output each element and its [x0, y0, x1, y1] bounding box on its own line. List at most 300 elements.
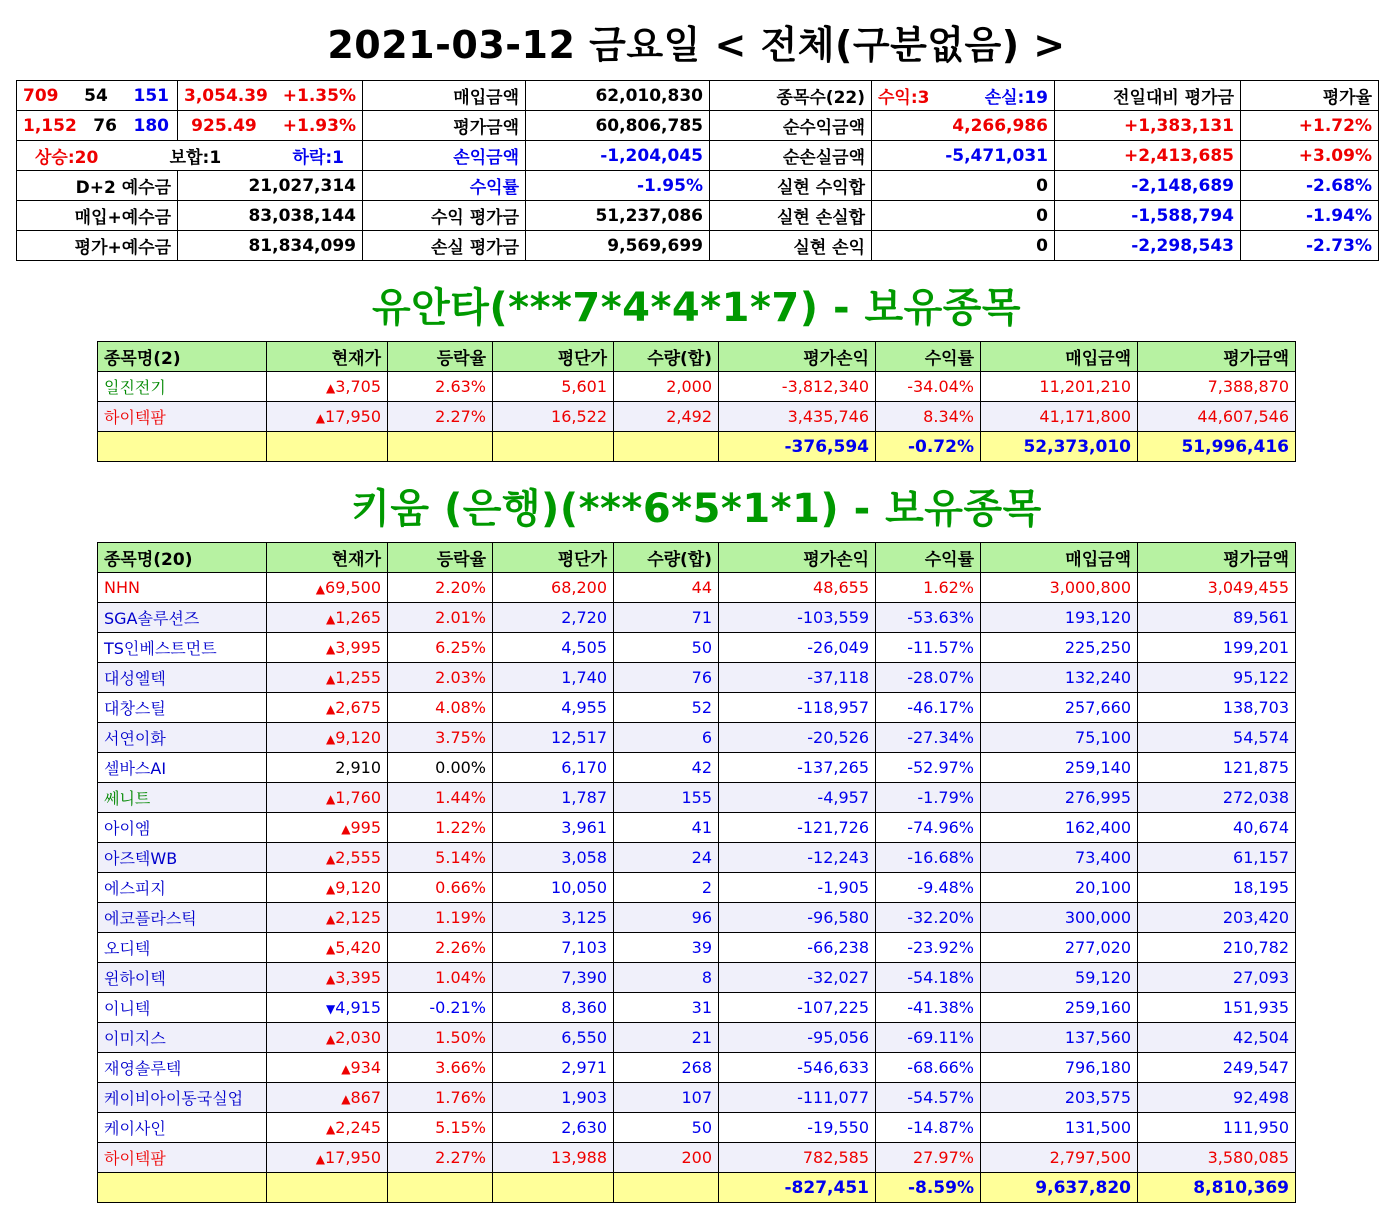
stock-name[interactable]: 에코플라스틱: [98, 903, 267, 933]
profit-loss: -12,243: [719, 843, 876, 873]
evaluation-amount: 121,875: [1138, 753, 1296, 783]
evaluation-amount: 7,388,870: [1138, 372, 1296, 402]
purchase-amount: 75,100: [981, 723, 1138, 753]
stock-name[interactable]: 케이사인: [98, 1113, 267, 1143]
loss-count: 손실:19: [984, 88, 1048, 108]
column-header[interactable]: 수량(합): [614, 342, 719, 372]
current-price-value: 867: [350, 1088, 381, 1107]
column-header[interactable]: 평가손익: [719, 543, 876, 573]
stock-name[interactable]: 아이엠: [98, 813, 267, 843]
average-price: 3,058: [493, 843, 614, 873]
evaluation-amount: 27,093: [1138, 963, 1296, 993]
purchase-amount: 257,660: [981, 693, 1138, 723]
profit-loss: -118,957: [719, 693, 876, 723]
summary-value: -2,298,543: [1055, 231, 1241, 261]
quantity: 2,000: [614, 372, 719, 402]
current-price: [267, 1113, 388, 1143]
current-price-value: 1,255: [335, 668, 381, 687]
total-profit-loss: -376,594: [719, 432, 876, 462]
current-price-value: 2,245: [335, 1118, 381, 1137]
kosdaq-flat-count: 76: [93, 115, 117, 136]
stock-name[interactable]: 일진전기: [98, 372, 267, 402]
table-row[interactable]: [98, 723, 1296, 753]
current-price-value: 2,555: [335, 848, 381, 867]
change-rate: 2.20%: [388, 573, 493, 603]
kosdaq-down-count: 180: [133, 115, 169, 136]
table-row[interactable]: [98, 843, 1296, 873]
evaluation-amount: 44,607,546: [1138, 402, 1296, 432]
quantity: 6: [614, 723, 719, 753]
quantity: 21: [614, 1023, 719, 1053]
column-header[interactable]: 평단가: [493, 342, 614, 372]
summary-value: 83,038,144: [178, 201, 363, 231]
summary-value: +2,413,685: [1055, 141, 1241, 171]
total-return-rate: -8.59%: [876, 1173, 981, 1203]
average-price: 16,522: [493, 402, 614, 432]
stock-name[interactable]: 오디텍: [98, 933, 267, 963]
up-triangle-icon: ▲: [325, 732, 336, 746]
quantity: 50: [614, 1113, 719, 1143]
quantity: 76: [614, 663, 719, 693]
up-triangle-icon: ▲: [341, 1062, 351, 1076]
current-price-value: 9,120: [335, 878, 381, 897]
up-triangle-icon: ▲: [325, 882, 336, 896]
quantity: 8: [614, 963, 719, 993]
table-row[interactable]: [98, 603, 1296, 633]
return-rate: -23.92%: [876, 933, 981, 963]
profit-loss: -111,077: [719, 1083, 876, 1113]
summary-label: 실현 손실합: [710, 201, 872, 231]
profit-loss: -95,056: [719, 1023, 876, 1053]
table-row[interactable]: [98, 873, 1296, 903]
current-price: [267, 783, 388, 813]
return-rate: -53.63%: [876, 603, 981, 633]
stock-name[interactable]: 서연이화: [98, 723, 267, 753]
change-rate: 2.26%: [388, 933, 493, 963]
purchase-amount: 300,000: [981, 903, 1138, 933]
return-rate: -9.48%: [876, 873, 981, 903]
table-header-row: [98, 543, 1296, 573]
summary-row: [17, 201, 1379, 231]
return-rate: 8.34%: [876, 402, 981, 432]
purchase-amount: 41,171,800: [981, 402, 1138, 432]
purchase-amount: 131,500: [981, 1113, 1138, 1143]
total-profit-loss: -827,451: [719, 1173, 876, 1203]
summary-value: 62,010,830: [526, 81, 710, 111]
evaluation-amount: 3,049,455: [1138, 573, 1296, 603]
summary-table: [16, 80, 1379, 261]
current-price: [267, 663, 388, 693]
evaluation-amount: 199,201: [1138, 633, 1296, 663]
stock-name[interactable]: 이니텍: [98, 993, 267, 1023]
current-price-value: 69,500: [325, 578, 381, 597]
return-rate: -16.68%: [876, 843, 981, 873]
return-rate: -41.38%: [876, 993, 981, 1023]
column-header[interactable]: 평가금액: [1138, 342, 1296, 372]
current-price-value: 9,120: [335, 728, 381, 747]
table-row[interactable]: [98, 813, 1296, 843]
quantity: 44: [614, 573, 719, 603]
table-row[interactable]: [98, 903, 1296, 933]
average-price: 12,517: [493, 723, 614, 753]
change-rate: 1.50%: [388, 1023, 493, 1053]
summary-value: +1.72%: [1241, 111, 1379, 141]
profit-count: 수익:3: [878, 88, 930, 108]
stock-name[interactable]: 윈하이텍: [98, 963, 267, 993]
profit-loss: -546,633: [719, 1053, 876, 1083]
stock-name[interactable]: 하이텍팜: [98, 1143, 267, 1173]
summary-value: 21,027,314: [178, 171, 363, 201]
profit-loss: -20,526: [719, 723, 876, 753]
profit-loss: -137,265: [719, 753, 876, 783]
average-price: 68,200: [493, 573, 614, 603]
return-rate: -54.57%: [876, 1083, 981, 1113]
summary-value: -2.68%: [1241, 171, 1379, 201]
table-row[interactable]: [98, 1053, 1296, 1083]
current-price: [267, 723, 388, 753]
current-price-value: 2,675: [335, 698, 381, 717]
purchase-amount: 59,120: [981, 963, 1138, 993]
current-price-value: 2,030: [335, 1028, 381, 1047]
purchase-amount: 3,000,800: [981, 573, 1138, 603]
purchase-amount: 20,100: [981, 873, 1138, 903]
summary-label: 종목수(22): [710, 81, 872, 111]
total-empty-cell: [614, 432, 719, 462]
stock-name[interactable]: 케이비아이동국실업: [98, 1083, 267, 1113]
current-price-value: 17,950: [325, 1148, 381, 1167]
up-triangle-icon: ▲: [325, 612, 336, 626]
stock-name[interactable]: 아즈텍WB: [98, 843, 267, 873]
up-triangle-icon: ▲: [315, 411, 326, 425]
purchase-amount: 2,797,500: [981, 1143, 1138, 1173]
evaluation-amount: 111,950: [1138, 1113, 1296, 1143]
return-rate: -11.57%: [876, 633, 981, 663]
summary-value: -1.94%: [1241, 201, 1379, 231]
current-price: [267, 693, 388, 723]
summary-row: [17, 111, 1379, 141]
column-header[interactable]: 수익률: [876, 342, 981, 372]
current-price: [267, 843, 388, 873]
average-price: 3,961: [493, 813, 614, 843]
evaluation-amount: 272,038: [1138, 783, 1296, 813]
up-triangle-icon: ▲: [315, 1152, 326, 1166]
current-price: [267, 1083, 388, 1113]
up-triangle-icon: ▲: [341, 1092, 351, 1106]
kospi-down-count: 151: [133, 85, 169, 106]
column-header[interactable]: 종목명(2): [98, 342, 267, 372]
table-row[interactable]: [98, 372, 1296, 402]
average-price: 13,988: [493, 1143, 614, 1173]
table-row[interactable]: [98, 783, 1296, 813]
evaluation-amount: 210,782: [1138, 933, 1296, 963]
total-empty-cell: [98, 432, 267, 462]
average-price: 1,903: [493, 1083, 614, 1113]
current-price: [267, 1023, 388, 1053]
kospi-index-value: 3,054.39: [184, 85, 268, 106]
table-row[interactable]: [98, 633, 1296, 663]
average-price: 1,787: [493, 783, 614, 813]
quantity: 96: [614, 903, 719, 933]
stock-name[interactable]: SGA솔루션즈: [98, 603, 267, 633]
purchase-amount: 276,995: [981, 783, 1138, 813]
column-header[interactable]: 등락율: [388, 342, 493, 372]
summary-value: 0: [872, 171, 1055, 201]
column-header[interactable]: 매입금액: [981, 543, 1138, 573]
profit-loss: -4,957: [719, 783, 876, 813]
current-price-value: 934: [350, 1058, 381, 1077]
average-price: 2,720: [493, 603, 614, 633]
current-price: [267, 753, 388, 783]
change-rate: 3.66%: [388, 1053, 493, 1083]
purchase-amount: 162,400: [981, 813, 1138, 843]
current-price-value: 3,705: [335, 377, 381, 396]
average-price: 2,630: [493, 1113, 614, 1143]
evaluation-amount: 138,703: [1138, 693, 1296, 723]
table-row[interactable]: [98, 993, 1296, 1023]
table-row[interactable]: [98, 1083, 1296, 1113]
evaluation-amount: 151,935: [1138, 993, 1296, 1023]
table-row[interactable]: [98, 663, 1296, 693]
change-rate: 2.27%: [388, 402, 493, 432]
stock-name[interactable]: NHN: [98, 573, 267, 603]
evaluation-amount: 92,498: [1138, 1083, 1296, 1113]
return-rate: -1.79%: [876, 783, 981, 813]
table-row[interactable]: [98, 933, 1296, 963]
current-price: [267, 813, 388, 843]
current-price-value: 1,265: [335, 608, 381, 627]
quantity: 39: [614, 933, 719, 963]
up-triangle-icon: ▲: [315, 582, 326, 596]
kosdaq-up-count: 1,152: [23, 115, 77, 136]
kospi-index: [178, 81, 363, 111]
quantity: 155: [614, 783, 719, 813]
average-price: 6,170: [493, 753, 614, 783]
evaluation-amount: 95,122: [1138, 663, 1296, 693]
total-empty-cell: [267, 432, 388, 462]
average-price: 4,955: [493, 693, 614, 723]
return-rate: 27.97%: [876, 1143, 981, 1173]
current-price-value: 5,420: [335, 938, 381, 957]
stock-name[interactable]: 대창스틸: [98, 693, 267, 723]
total-empty-cell: [493, 1173, 614, 1203]
change-rate: 5.15%: [388, 1113, 493, 1143]
column-header[interactable]: 종목명(20): [98, 543, 267, 573]
kospi-counts: [17, 81, 178, 111]
column-header[interactable]: 평가금액: [1138, 543, 1296, 573]
up-triangle-icon: ▲: [325, 702, 336, 716]
total-empty-cell: [98, 1173, 267, 1203]
total-empty-cell: [388, 432, 493, 462]
summary-label: 실현 수익합: [710, 171, 872, 201]
profit-loss: -66,238: [719, 933, 876, 963]
page-title: 2021-03-12 금요일 < 전체(구분없음) >: [327, 23, 1066, 67]
profit-loss: 782,585: [719, 1143, 876, 1173]
summary-value: +1,383,131: [1055, 111, 1241, 141]
return-rate: -68.66%: [876, 1053, 981, 1083]
table-row[interactable]: [98, 1023, 1296, 1053]
summary-row: [17, 81, 1379, 111]
quantity: 107: [614, 1083, 719, 1113]
purchase-amount: 225,250: [981, 633, 1138, 663]
current-price: [267, 603, 388, 633]
up-triangle-icon: ▲: [325, 912, 336, 926]
profit-loss: -103,559: [719, 603, 876, 633]
stock-name[interactable]: 대성엘텍: [98, 663, 267, 693]
current-price: [267, 903, 388, 933]
table-row[interactable]: [98, 573, 1296, 603]
account2-holdings-table: [97, 542, 1296, 1203]
purchase-amount: 796,180: [981, 1053, 1138, 1083]
change-rate: 0.00%: [388, 753, 493, 783]
summary-value: -2,148,689: [1055, 171, 1241, 201]
summary-value: -1,204,045: [526, 141, 710, 171]
purchase-amount: 193,120: [981, 603, 1138, 633]
quantity: 200: [614, 1143, 719, 1173]
average-price: 2,971: [493, 1053, 614, 1083]
return-rate: -52.97%: [876, 753, 981, 783]
total-evaluation-amount: 51,996,416: [1138, 432, 1296, 462]
summary-row: [17, 231, 1379, 261]
table-header-row: [98, 342, 1296, 372]
profit-loss: 48,655: [719, 573, 876, 603]
summary-label: 수익 평가금: [363, 201, 526, 231]
summary-row: [17, 141, 1379, 171]
current-price: [267, 633, 388, 663]
total-empty-cell: [614, 1173, 719, 1203]
total-row: [98, 1173, 1296, 1203]
market-breadth: [17, 141, 363, 171]
total-return-rate: -0.72%: [876, 432, 981, 462]
summary-label: 평가+예수금: [17, 231, 178, 261]
table-row[interactable]: [98, 1113, 1296, 1143]
up-triangle-icon: ▲: [325, 942, 336, 956]
average-price: 5,601: [493, 372, 614, 402]
current-price: [267, 933, 388, 963]
purchase-amount: 259,140: [981, 753, 1138, 783]
stock-name[interactable]: TS인베스트먼트: [98, 633, 267, 663]
quantity: 31: [614, 993, 719, 1023]
quantity: 2,492: [614, 402, 719, 432]
up-triangle-icon: ▲: [325, 792, 336, 806]
column-header[interactable]: 수량(합): [614, 543, 719, 573]
table-row[interactable]: [98, 753, 1296, 783]
return-rate: 1.62%: [876, 573, 981, 603]
current-price: [267, 873, 388, 903]
profit-loss: -121,726: [719, 813, 876, 843]
evaluation-amount: 18,195: [1138, 873, 1296, 903]
stock-name[interactable]: 쎄니트: [98, 783, 267, 813]
quantity: 2: [614, 873, 719, 903]
current-price: [267, 372, 388, 402]
stock-name[interactable]: 에스피지: [98, 873, 267, 903]
summary-label: 손실 평가금: [363, 231, 526, 261]
return-rate: -27.34%: [876, 723, 981, 753]
average-price: 8,360: [493, 993, 614, 1023]
quantity: 42: [614, 753, 719, 783]
return-rate: -34.04%: [876, 372, 981, 402]
total-purchase-amount: 52,373,010: [981, 432, 1138, 462]
unchanged-count: 보합:1: [169, 148, 222, 168]
kosdaq-counts: [17, 111, 178, 141]
summary-label: 평가금액: [363, 111, 526, 141]
table-row[interactable]: [98, 693, 1296, 723]
change-rate: 3.75%: [388, 723, 493, 753]
current-price: [267, 573, 388, 603]
column-header[interactable]: 평가손익: [719, 342, 876, 372]
summary-value: 9,569,699: [526, 231, 710, 261]
summary-label: 평가율: [1241, 81, 1379, 111]
purchase-amount: 203,575: [981, 1083, 1138, 1113]
current-price-value: 2,125: [335, 908, 381, 927]
summary-value: 51,237,086: [526, 201, 710, 231]
change-rate: 4.08%: [388, 693, 493, 723]
kospi-index-change: +1.35%: [282, 85, 356, 106]
current-price-value: 3,995: [335, 638, 381, 657]
up-triangle-icon: ▲: [325, 1122, 336, 1136]
return-rate: -74.96%: [876, 813, 981, 843]
total-empty-cell: [267, 1173, 388, 1203]
stock-name[interactable]: 하이텍팜: [98, 402, 267, 432]
quantity: 24: [614, 843, 719, 873]
column-header[interactable]: 현재가: [267, 342, 388, 372]
stock-name[interactable]: 이미지스: [98, 1023, 267, 1053]
column-header[interactable]: 수익률: [876, 543, 981, 573]
summary-value: -5,471,031: [872, 141, 1055, 171]
summary-value: 60,806,785: [526, 111, 710, 141]
summary-value: 4,266,986: [872, 111, 1055, 141]
average-price: 6,550: [493, 1023, 614, 1053]
current-price-value: 4,915: [335, 998, 381, 1017]
return-rate: -32.20%: [876, 903, 981, 933]
column-header[interactable]: 등락율: [388, 543, 493, 573]
summary-label: 실현 손익: [710, 231, 872, 261]
change-rate: 2.03%: [388, 663, 493, 693]
total-evaluation-amount: 8,810,369: [1138, 1173, 1296, 1203]
current-price-value: 17,950: [325, 407, 381, 426]
current-price-value: 995: [350, 818, 381, 837]
evaluation-amount: 89,561: [1138, 603, 1296, 633]
table-row[interactable]: [98, 1143, 1296, 1173]
summary-value: 81,834,099: [178, 231, 363, 261]
summary-value: +3.09%: [1241, 141, 1379, 171]
purchase-amount: 259,160: [981, 993, 1138, 1023]
column-header[interactable]: 평단가: [493, 543, 614, 573]
profit-loss: -107,225: [719, 993, 876, 1023]
total-empty-cell: [388, 1173, 493, 1203]
average-price: 10,050: [493, 873, 614, 903]
return-rate: -46.17%: [876, 693, 981, 723]
falling-count: 하락:1: [292, 148, 344, 168]
column-header[interactable]: 매입금액: [981, 342, 1138, 372]
total-empty-cell: [493, 432, 614, 462]
change-rate: 2.63%: [388, 372, 493, 402]
current-price: [267, 963, 388, 993]
rising-count: 상승:20: [35, 148, 99, 168]
down-triangle-icon: ▼: [325, 1002, 336, 1016]
table-row[interactable]: [98, 963, 1296, 993]
table-row[interactable]: [98, 402, 1296, 432]
current-price: [267, 402, 388, 432]
kosdaq-index-change: +1.93%: [282, 115, 356, 136]
summary-label: 전일대비 평가금: [1055, 81, 1241, 111]
stock-name[interactable]: 재영솔루텍: [98, 1053, 267, 1083]
column-header[interactable]: 현재가: [267, 543, 388, 573]
stock-name[interactable]: 셀바스AI: [98, 753, 267, 783]
quantity: 268: [614, 1053, 719, 1083]
evaluation-amount: 3,580,085: [1138, 1143, 1296, 1173]
change-rate: 2.27%: [388, 1143, 493, 1173]
summary-value: -1,588,794: [1055, 201, 1241, 231]
